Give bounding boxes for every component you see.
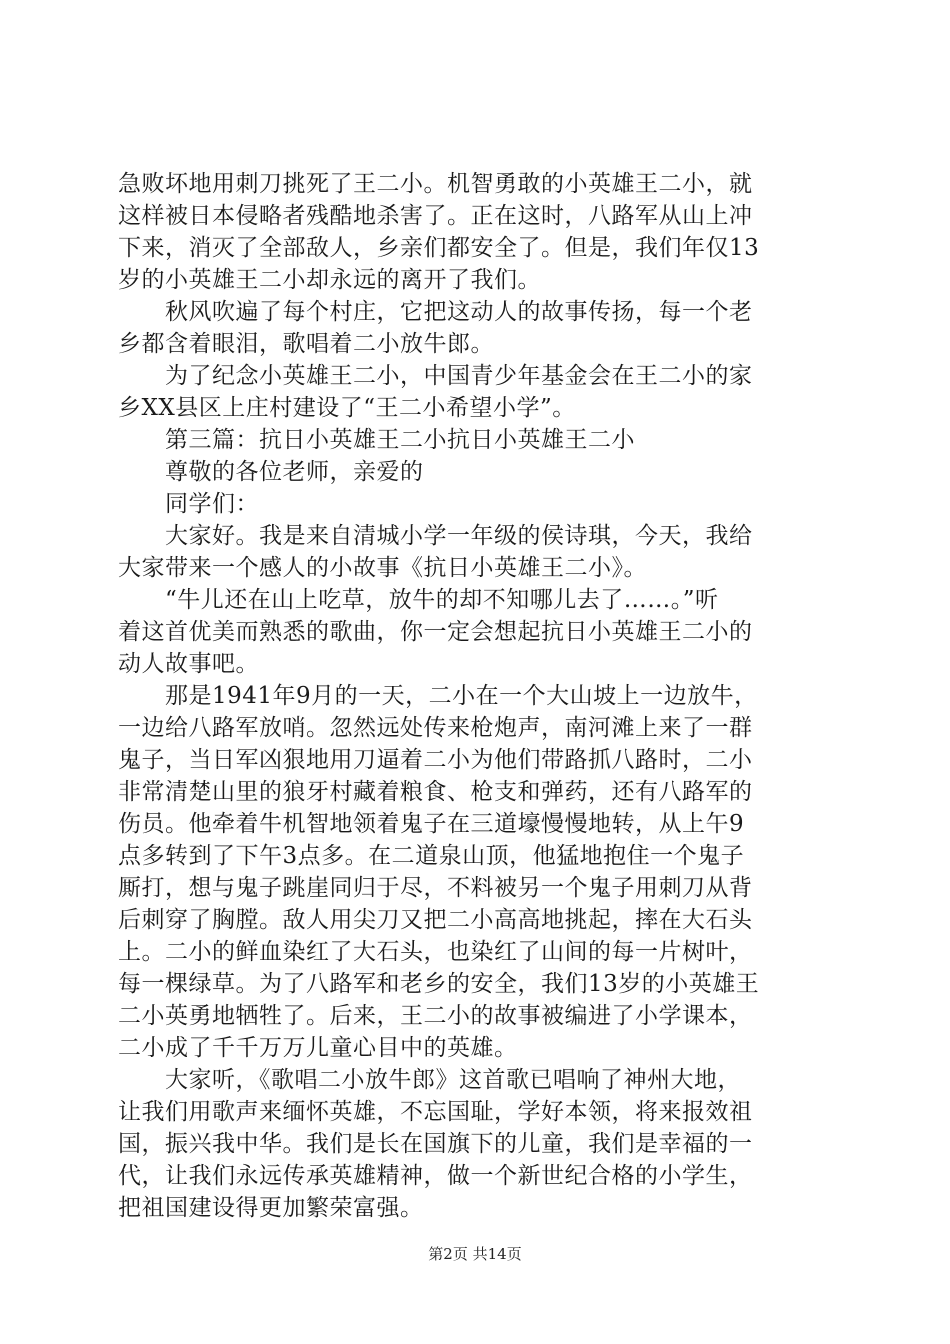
text-line: 尊敬的各位老师，亲爱的: [118, 459, 424, 485]
text-line: 把祖国建设得更加繁荣富强。: [118, 1195, 424, 1221]
text-line: 那是1941年9月的一天，二小在一个大山坡上一边放牛，: [118, 683, 758, 709]
document-body: [118, 168, 832, 1224]
text-line: 厮打，想与鬼子跳崖同归于尽，不料被另一个鬼子用刺刀从背: [118, 875, 753, 901]
text-line: 岁的小英雄王二小却永远的离开了我们。: [118, 267, 541, 293]
text-line: 这样被日本侵略者残酷地杀害了。正在这时，八路军从山上冲: [118, 203, 753, 229]
text-line: 一边给八路军放哨。忽然远处传来枪炮声，南河滩上来了一群: [118, 715, 753, 741]
text-line: 动人故事吧。: [118, 651, 259, 677]
text-line: 大家带来一个感人的小故事《抗日小英雄王二小》。: [118, 555, 647, 581]
page-number-footer: 第2页 共14页: [428, 1245, 522, 1263]
text-line: 乡都含着眼泪，歌唱着二小放牛郎。: [118, 331, 494, 357]
text-line: 国，振兴我中华。我们是长在国旗下的儿童，我们是幸福的一: [118, 1131, 753, 1157]
text-line: 二小成了千千万万儿童心目中的英雄。: [118, 1035, 518, 1061]
text-line: 急败坏地用刺刀挑死了王二小。机智勇敢的小英雄王二小，就: [118, 171, 753, 197]
text-line: 让我们用歌声来缅怀英雄，不忘国耻，学好本领，将来报效祖: [118, 1099, 753, 1125]
text-line: 每一棵绿草。为了八路军和老乡的安全，我们13岁的小英雄王: [118, 971, 760, 997]
text-line: 非常清楚山里的狼牙村藏着粮食、枪支和弹药，还有八路军的: [118, 779, 753, 805]
text-line: 下来，消灭了全部敌人，乡亲们都安全了。但是，我们年仅13: [118, 235, 760, 261]
text-line: 同学们：: [118, 491, 259, 517]
text-line: 点多转到了下午3点多。在二道泉山顶，他猛地抱住一个鬼子: [118, 843, 745, 869]
text-line: 上。二小的鲜血染红了大石头，也染红了山间的每一片树叶，: [118, 939, 753, 965]
text-line: 代，让我们永远传承英雄精神，做一个新世纪合格的小学生，: [118, 1163, 753, 1189]
text-line: 秋风吹遍了每个村庄，它把这动人的故事传扬，每一个老: [118, 299, 753, 325]
text-line: “牛儿还在山上吃草，放牛的却不知哪儿去了……。”听: [118, 587, 719, 613]
text-line: 二小英勇地牺牲了。后来，王二小的故事被编进了小学课本，: [118, 1003, 753, 1029]
text-line: 伤员。他牵着牛机智地领着鬼子在三道壕慢慢地转，从上午9: [118, 811, 745, 837]
text-line: 大家听，《歌唱二小放牛郎》这首歌已唱响了神州大地，: [118, 1067, 741, 1093]
text-line: 着这首优美而熟悉的歌曲，你一定会想起抗日小英雄王二小的: [118, 619, 753, 645]
text-line: 鬼子，当日军凶狠地用刀逼着二小为他们带路抓八路时，二小: [118, 747, 753, 773]
text-line: 乡XX县区上庄村建设了“王二小希望小学”。: [118, 395, 576, 421]
section-heading: 第三篇：抗日小英雄王二小抗日小英雄王二小: [118, 427, 635, 453]
text-line: 大家好。我是来自清城小学一年级的侯诗琪，今天，我给: [118, 523, 753, 549]
text-line: 后刺穿了胸膛。敌人用尖刀又把二小高高地挑起，摔在大石头: [118, 907, 753, 933]
text-line: 为了纪念小英雄王二小，中国青少年基金会在王二小的家: [118, 363, 753, 389]
